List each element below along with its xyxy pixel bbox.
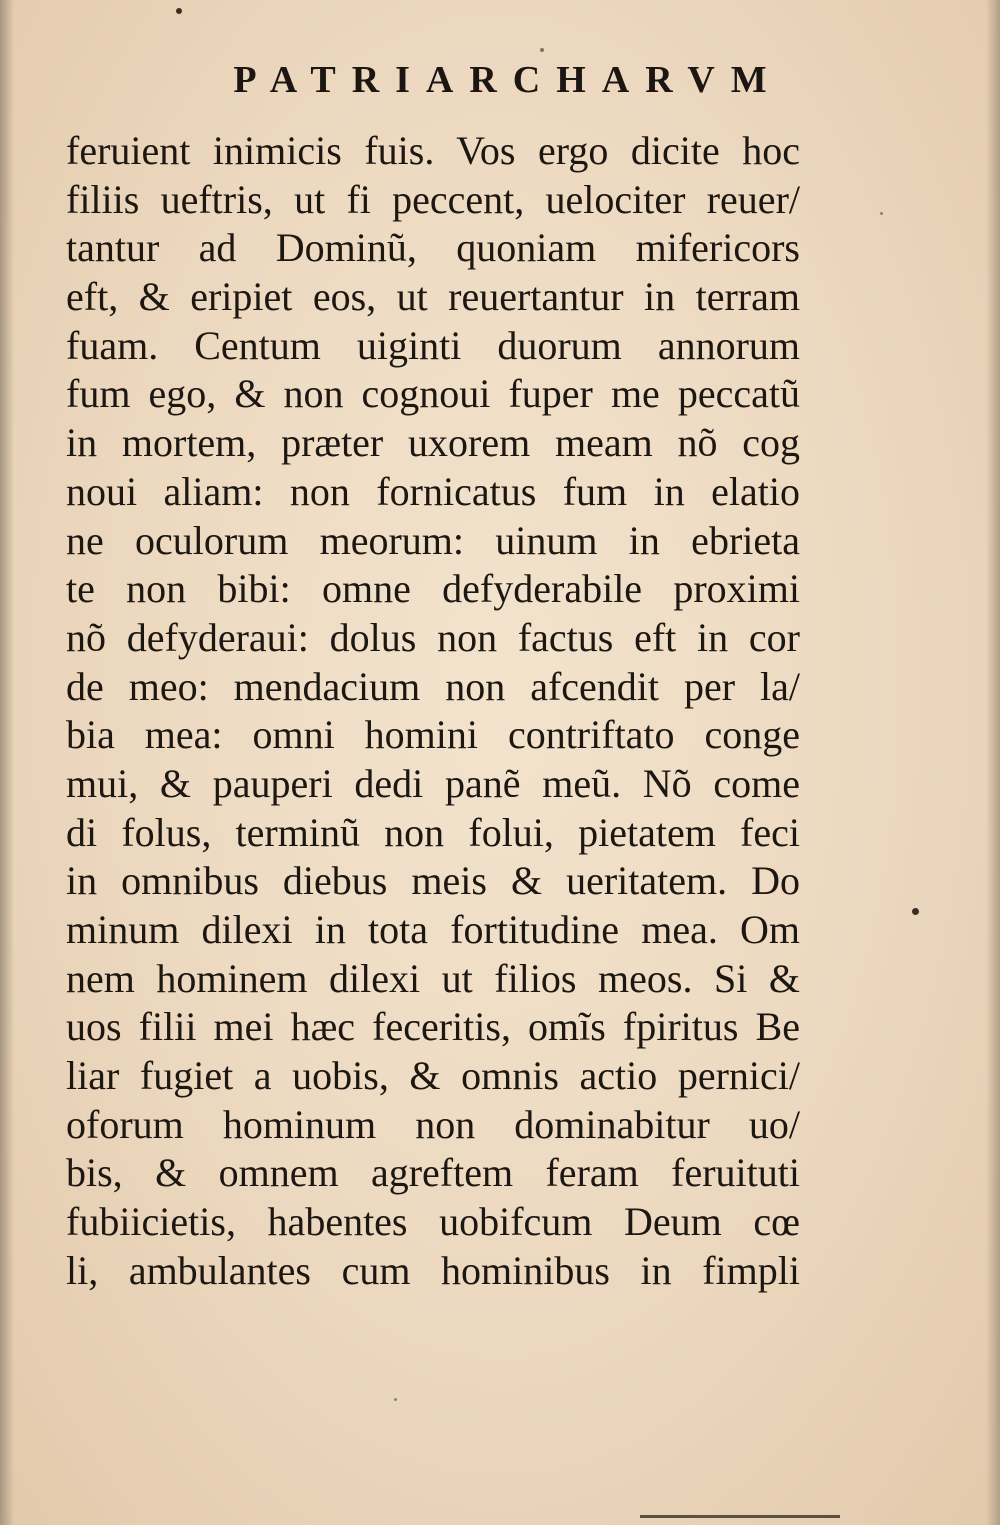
text-line: nõ defyderaui: dolus non factus eft in cor [66,614,800,660]
text-line: eft, & eripiet eos, ut reuertantur in terram [66,274,800,320]
text-line: nem hominem dilexi ut filios meos. Si & [66,955,800,1001]
body-text [66,127,800,1296]
running-head: PATRIARCHARVM [233,59,783,101]
text-line: de meo: mendacium non afcendit per la/ [66,663,800,709]
text-line: feruient inimicis fuis. Vos ergo dicite hoc [66,128,800,173]
page-left-edge-shadow [0,0,14,1525]
text-line: tantur ad Dominũ, quoniam mifericors [66,225,800,271]
text-line: ne oculorum meorum: uinum in ebrieta [66,517,800,563]
ink-speck [912,908,919,915]
text-line: fubiicietis, habentes uobifcum Deum cœ [66,1199,800,1245]
text-line: fuam. Centum uiginti duorum annorum [66,322,800,368]
ink-speck [394,1398,397,1401]
page-right-edge-shadow [986,0,1000,1525]
text-line: noui aliam: non fornicatus fum in elatio [66,468,800,514]
text-line: oforum hominum non dominabitur uo/ [66,1101,800,1147]
text-line: in omnibus diebus meis & ueritatem. Do [66,858,800,904]
text-line: filiis ueftris, ut fi peccent, uelociter reuer/ [66,176,800,222]
bottom-edge-rule [640,1515,840,1518]
text-line: te non bibi: omne defyderabile proximi [66,566,800,612]
text-line: li, ambulantes cum hominibus in fimpli [66,1247,800,1293]
ink-speck [540,48,544,52]
text-line: in mortem, præter uxorem meam nõ cog [66,420,800,466]
text-line: fum ego, & non cognoui fuper me peccatũ [66,371,800,417]
text-line: liar fugiet a uobis, & omnis actio pernici/ [66,1053,800,1099]
text-line: mui, & pauperi dedi panẽ meũ. Nõ come [66,760,800,806]
ink-speck [176,8,182,14]
text-line: bis, & omnem agreftem feram feruituti [66,1150,800,1196]
text-line: di folus, terminũ non folui, pietatem feci [66,809,800,855]
text-line: bia mea: omni homini contriftato conge [66,712,800,758]
ink-speck [880,212,883,215]
text-line: uos filii mei hæc feceritis, omĩs fpiritus Be [66,1004,800,1050]
text-line: minum dilexi in tota fortitudine mea. Om [66,907,800,952]
